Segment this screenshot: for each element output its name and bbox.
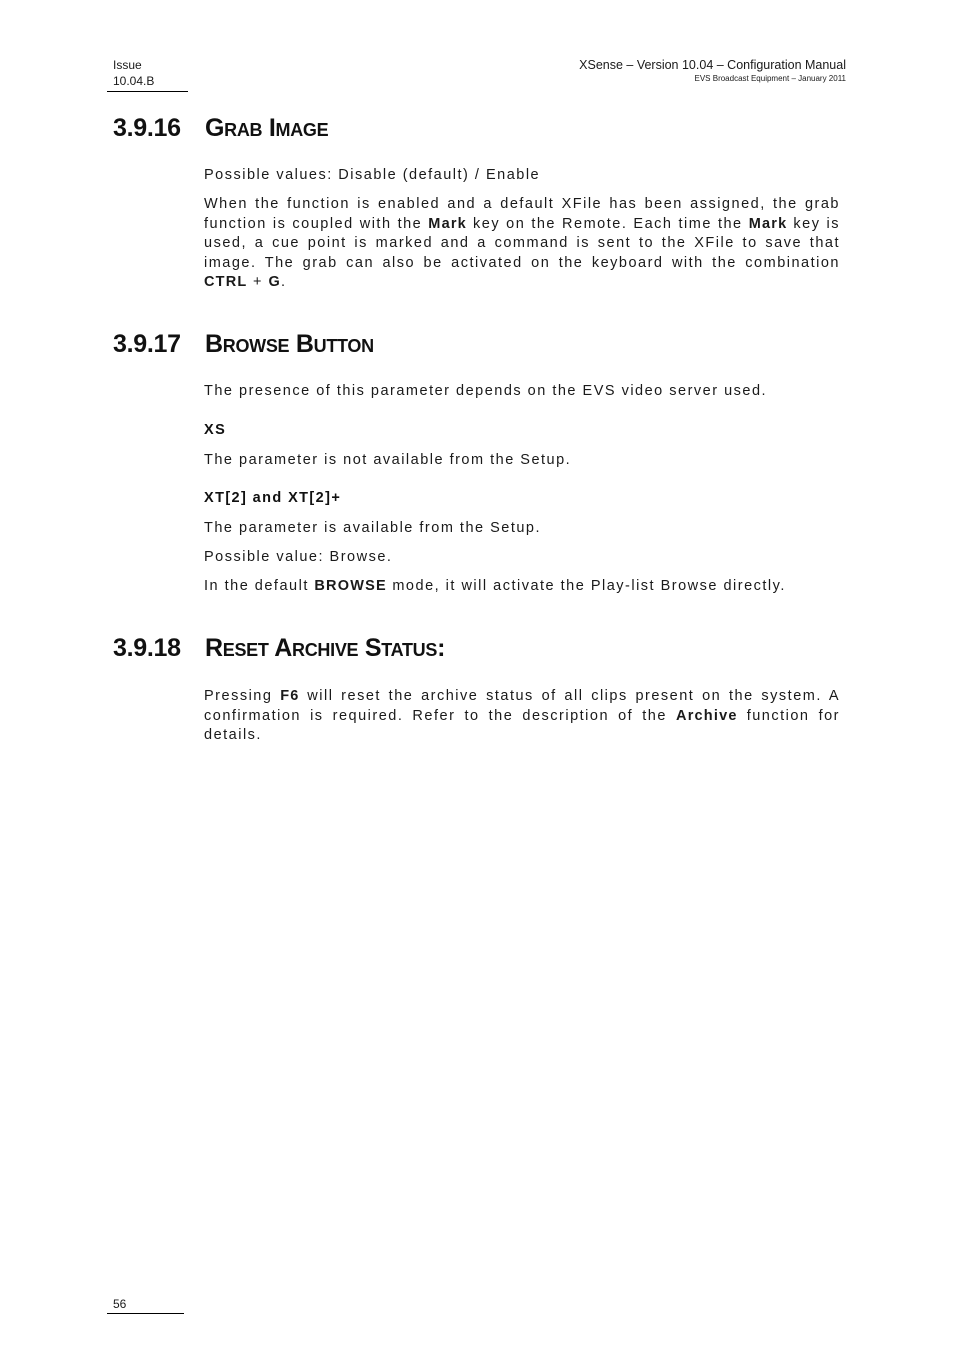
issue-number: 10.04.B (113, 74, 155, 88)
document-subtitle: EVS Broadcast Equipment – January 2011 (694, 74, 846, 83)
archive-term: Archive (676, 707, 738, 724)
possible-values-text: Possible values: Disable (default) / Enable (204, 167, 541, 183)
section-title: Browse Button (205, 330, 374, 358)
text-run: mode, it will activate the Play-list Browse directly. (386, 578, 786, 594)
section-number: 3.9.16 (113, 114, 181, 142)
header-title-block (579, 57, 846, 85)
xt-text-browse-mode (204, 577, 840, 597)
section-heading-3-9-17 (113, 330, 374, 359)
page-number: 56 (113, 1297, 127, 1311)
text-run: + (247, 274, 269, 290)
section-number: 3.9.18 (113, 634, 181, 662)
text-run: . (280, 274, 287, 290)
mark-key-term: Mark (748, 215, 788, 232)
reset-archive-description (204, 687, 840, 746)
ctrl-key-term: CTRL (204, 274, 248, 290)
browse-term: BROWSE (314, 578, 387, 594)
section-number: 3.9.17 (113, 330, 181, 358)
section-heading-3-9-18 (113, 634, 445, 663)
section-title: Reset Archive Status: (205, 634, 446, 662)
text-run: When the function is enabled and a default XFile has been assigned, the grab function is coupled with the (204, 196, 840, 232)
xt-subheading: XT[2] and XT[2]+ (204, 490, 342, 506)
section-title: Grab Image (205, 114, 329, 142)
grab-image-description (204, 195, 840, 293)
document-title: XSense – Version 10.04 – Configuration Manual (579, 58, 846, 72)
section-heading-3-9-16 (113, 114, 328, 143)
issue-label: Issue (113, 58, 142, 72)
text-run: key on the Remote. Each time the (466, 215, 749, 232)
header-rule (107, 91, 188, 92)
text-run: In the default (204, 578, 315, 594)
text-run: will reset the archive status of all clips present on the system. A confirmation is required. Refer to the description of the (204, 688, 840, 724)
mark-key-term: Mark (428, 215, 467, 232)
browse-intro-text: The presence of this parameter depends on the EVS video server used. (204, 383, 768, 399)
g-key-term: G (268, 274, 281, 290)
footer-rule (107, 1313, 184, 1314)
xs-subheading: XS (204, 422, 227, 438)
f6-key-term: F6 (280, 688, 300, 704)
text-run: function for details. (204, 707, 841, 743)
text-run: key is used, a cue point is marked and a command is sent to the XFile to save that image. The grab can also be activated on the keyboard with the combination (204, 215, 840, 271)
xt-text-possible-value: Possible value: Browse. (204, 549, 393, 565)
header-issue-block (113, 57, 188, 89)
text-run: Pressing (204, 688, 281, 704)
xs-text: The parameter is not available from the Setup. (204, 452, 572, 468)
xt-text-availability: The parameter is available from the Setup. (204, 520, 542, 536)
